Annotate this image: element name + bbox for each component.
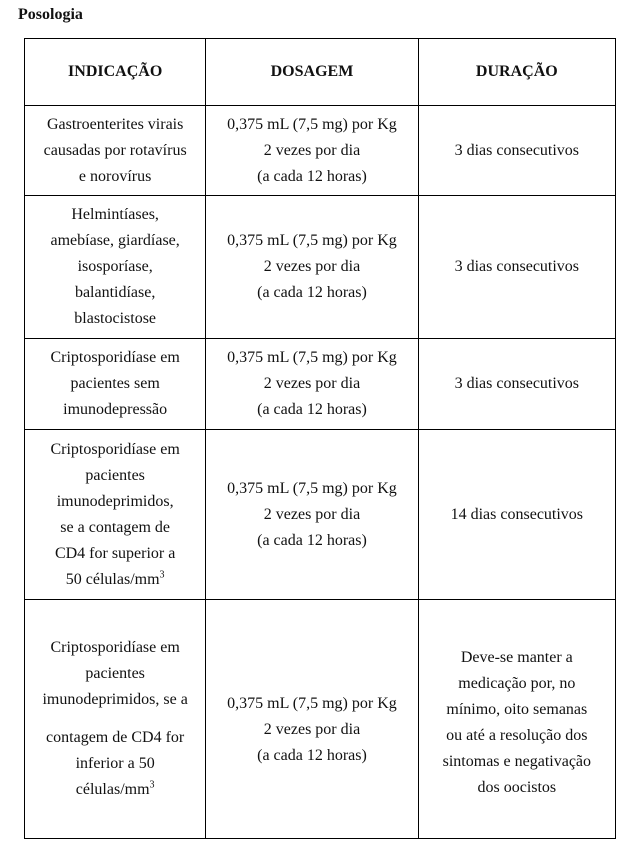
cell-line: (a cada 12 horas) [257,401,367,418]
cell-line: se a contagem de [60,518,171,536]
table-row [25,106,616,196]
cell-line: contagem de CD4 for [46,729,185,746]
cell-line: isosporíase, [77,258,153,275]
cell-line: 14 dias consecutivos [450,505,584,523]
cell-dosagem [206,106,418,196]
posologia-table [24,38,616,839]
cell-dosagem [206,430,418,600]
cell-duracao [418,196,615,339]
cell-line: inferior a 50 [75,755,155,772]
cell-line [27,567,203,593]
table-row [25,196,616,339]
cell-line: causadas por rotavírus [43,141,187,159]
cell-line: 2 vezes por dia [263,375,361,392]
table-row [25,430,616,600]
cell-line: 2 vezes por dia [263,721,361,738]
cell-dosagem [206,196,418,339]
cell-line: (a cada 12 horas) [257,531,367,549]
cell-line: pacientes [85,466,145,484]
header-indicacao: INDICAÇÃO [25,39,206,106]
table-header-row [25,39,616,106]
header-duracao: DURAÇÃO [418,39,615,106]
cell-line: 0,375 mL (7,5 mg) por Kg [227,695,397,712]
cell-indicacao [25,600,206,839]
cell-line: sintomas e negativação [442,753,592,770]
cell-line: medicação por, no [458,675,576,692]
cell-indicacao [25,430,206,600]
table-row [25,600,616,839]
cell-line: Helmintíases, [71,206,159,223]
cell-line [27,777,203,803]
cell-line: dos oocistos [477,779,557,796]
cell-line: (a cada 12 horas) [257,167,367,185]
cell-line: mínimo, oito semanas [446,701,588,718]
cell-dosagem [206,339,418,430]
cell-text: 50 células/mm [65,570,160,588]
cell-line: imunodepressão [63,401,168,418]
cell-text: células/mm [75,781,150,798]
superscript: 3 [159,569,165,581]
cell-line: 3 dias consecutivos [454,258,580,275]
cell-line: Criptosporidíase em [50,440,180,458]
cell-indicacao [25,339,206,430]
cell-line: (a cada 12 horas) [257,747,367,764]
cell-line: 0,375 mL (7,5 mg) por Kg [227,232,397,249]
cell-line: pacientes [85,665,145,682]
cell-line: amebíase, giardíase, [50,232,180,249]
cell-line: 3 dias consecutivos [454,141,580,159]
section-title: Posologia [18,6,83,23]
cell-line: Deve-se manter a [460,649,573,666]
cell-duracao [418,106,615,196]
cell-line: blastocistose [74,310,157,327]
cell-line: Criptosporidíase em [50,639,180,656]
cell-line: balantidíase, [74,284,156,301]
cell-line: pacientes sem [70,375,160,392]
cell-line: 2 vezes por dia [263,141,361,159]
cell-line: ou até a resolução dos [446,727,588,744]
cell-line: 2 vezes por dia [263,505,361,523]
cell-line: 2 vezes por dia [263,258,361,275]
cell-line: e norovírus [78,167,152,185]
header-dosagem: DOSAGEM [206,39,418,106]
cell-line: imunodeprimidos, se a [42,691,188,708]
cell-line: 0,375 mL (7,5 mg) por Kg [227,349,397,366]
cell-line: 0,375 mL (7,5 mg) por Kg [227,479,397,497]
cell-indicacao [25,196,206,339]
table-row [25,339,616,430]
cell-line: imunodeprimidos, [56,492,174,510]
cell-indicacao [25,106,206,196]
superscript: 3 [149,779,155,791]
cell-line: Criptosporidíase em [50,349,180,366]
cell-line: Gastroenterites virais [46,115,184,133]
cell-line: 3 dias consecutivos [454,375,580,392]
cell-line: (a cada 12 horas) [257,284,367,301]
cell-dosagem [206,600,418,839]
cell-line: 0,375 mL (7,5 mg) por Kg [227,115,397,133]
cell-duracao [418,430,615,600]
cell-duracao [418,339,615,430]
cell-duracao [418,600,615,839]
cell-line: CD4 for superior a [54,544,176,562]
